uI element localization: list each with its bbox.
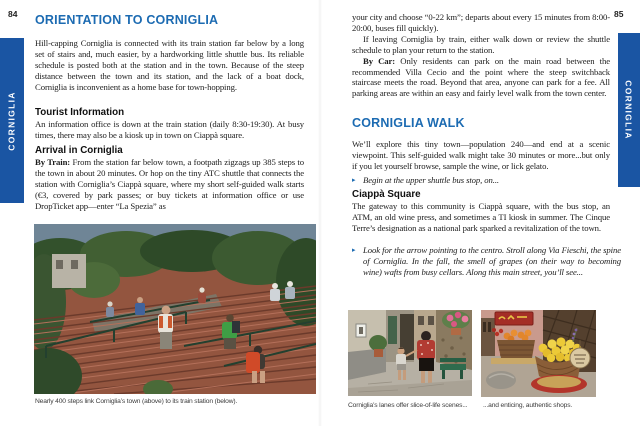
- right-page: [320, 0, 640, 426]
- by-car-lead: By Car:: [363, 55, 396, 66]
- by-train-lead: By Train:: [35, 157, 71, 167]
- begin-walk-text: Begin at the upper shuttle bus stop, on...: [363, 175, 499, 185]
- chapter-tab-left: [0, 38, 24, 203]
- ciappa-square-paragraph: The gateway to this community is Ciappà square, with the bus stop, an ATM, an old wine press, and sometimes a TI kiosk in summer. The Cinque Terre’s designation as a national park sparked a revitalization of the town.: [352, 201, 610, 233]
- shop-photo-illustration: [481, 310, 596, 397]
- look-for-arrow-bullet: [352, 245, 621, 278]
- leaving-by-train-text: If leaving Corniglia by train, either walk down or review the shuttle schedule to plan your return to the station.: [352, 33, 610, 55]
- arrival-subheading: Arrival in Corniglia: [35, 145, 123, 156]
- walk-intro-paragraph: We’ll explore this tiny town—population 240—and end at a scenic viewpoint. This self-guided walk might take 30 minutes or more...but only if you let yourself browse, sample the wine, or lick gelato.: [352, 139, 610, 171]
- tourist-information-subheading: Tourist Information: [35, 107, 125, 118]
- by-train-text: From the station far below town, a footpath zigzags up 385 steps to the town in about 20 minutes. Or hop on the tiny ATC shuttle that connects the station with Corniglia’s Ciappà square, where my short self-guided walk starts (€3, covered by park passes; or buy tickets at information office or use DropTicket app—enter “La Spezia” as: [35, 157, 304, 211]
- shop-photo-caption: ...and enticing, authentic shops.: [483, 402, 573, 409]
- page-number-left: 84: [8, 9, 18, 19]
- page-number-right: 85: [614, 9, 624, 19]
- look-for-arrow-text: Look for the arrow pointing to the centro. Stroll along Via Fieschi, the spine of Corniglia. In the fall, the smell of grapes (on their way to becoming wine) wafts from busy cellars. Along this main street, you’ll see...: [363, 245, 621, 277]
- orientation-intro-paragraph: Hill-capping Corniglia is connected with its train station far below by a long set of stairs and, much easier, by a hardworking little shuttle bus. Its reliable schedule is posted both at the station and in the town. Because of the steep distance between the town and its station, and the lack of a boat dock, Corniglia is inconvenient as a home base for town-hopping.: [35, 38, 304, 92]
- begin-walk-bullet: [352, 175, 621, 186]
- shuttle-continuation-text: your city and choose “0-22 km”; departs about every 15 minutes from 8:00-20:00, buses fill quickly).: [352, 12, 610, 33]
- lane-photo-caption: Corniglia’s lanes offer slice-of-life scenes...: [348, 402, 468, 409]
- chapter-tab-left-label: CORNIGLIA: [7, 90, 17, 151]
- stairway-photo-illustration: [34, 224, 316, 394]
- lane-photo-illustration: [348, 310, 472, 396]
- arrival-paragraph: [35, 157, 304, 212]
- chapter-tab-right: [618, 33, 640, 187]
- photo-lane-scene: [348, 310, 472, 396]
- bullet-arrow-icon: ▸: [352, 177, 356, 184]
- chapter-tab-right-label: CORNIGLIA: [624, 80, 634, 140]
- ciappa-square-subheading: Ciappà Square: [352, 189, 421, 200]
- arrival-continued-paragraphs: [352, 12, 610, 99]
- by-car-text: Only residents can park on the main road between the recommended Villa Cecio and the point where the steep switchback staircase meets the road. Beyond that area, anyone can park for a fee. All parking areas are within an easy and fairly level walk from the town center.: [352, 55, 610, 99]
- walk-heading: CORNIGLIA WALK: [352, 116, 465, 130]
- photo-stairway: [34, 224, 316, 394]
- photo-shop-display: [481, 310, 596, 397]
- orientation-heading: ORIENTATION TO CORNIGLIA: [35, 13, 219, 27]
- page-gutter: [318, 0, 322, 426]
- tourist-information-paragraph: An information office is down at the train station (daily 8:30-19:30). At busy times, there may also be a kiosk up in town on Ciappà square.: [35, 119, 304, 140]
- stairway-photo-caption: Nearly 400 steps link Corniglia’s town (above) to its train station (below).: [35, 398, 238, 405]
- bullet-arrow-icon: ▸: [352, 247, 356, 254]
